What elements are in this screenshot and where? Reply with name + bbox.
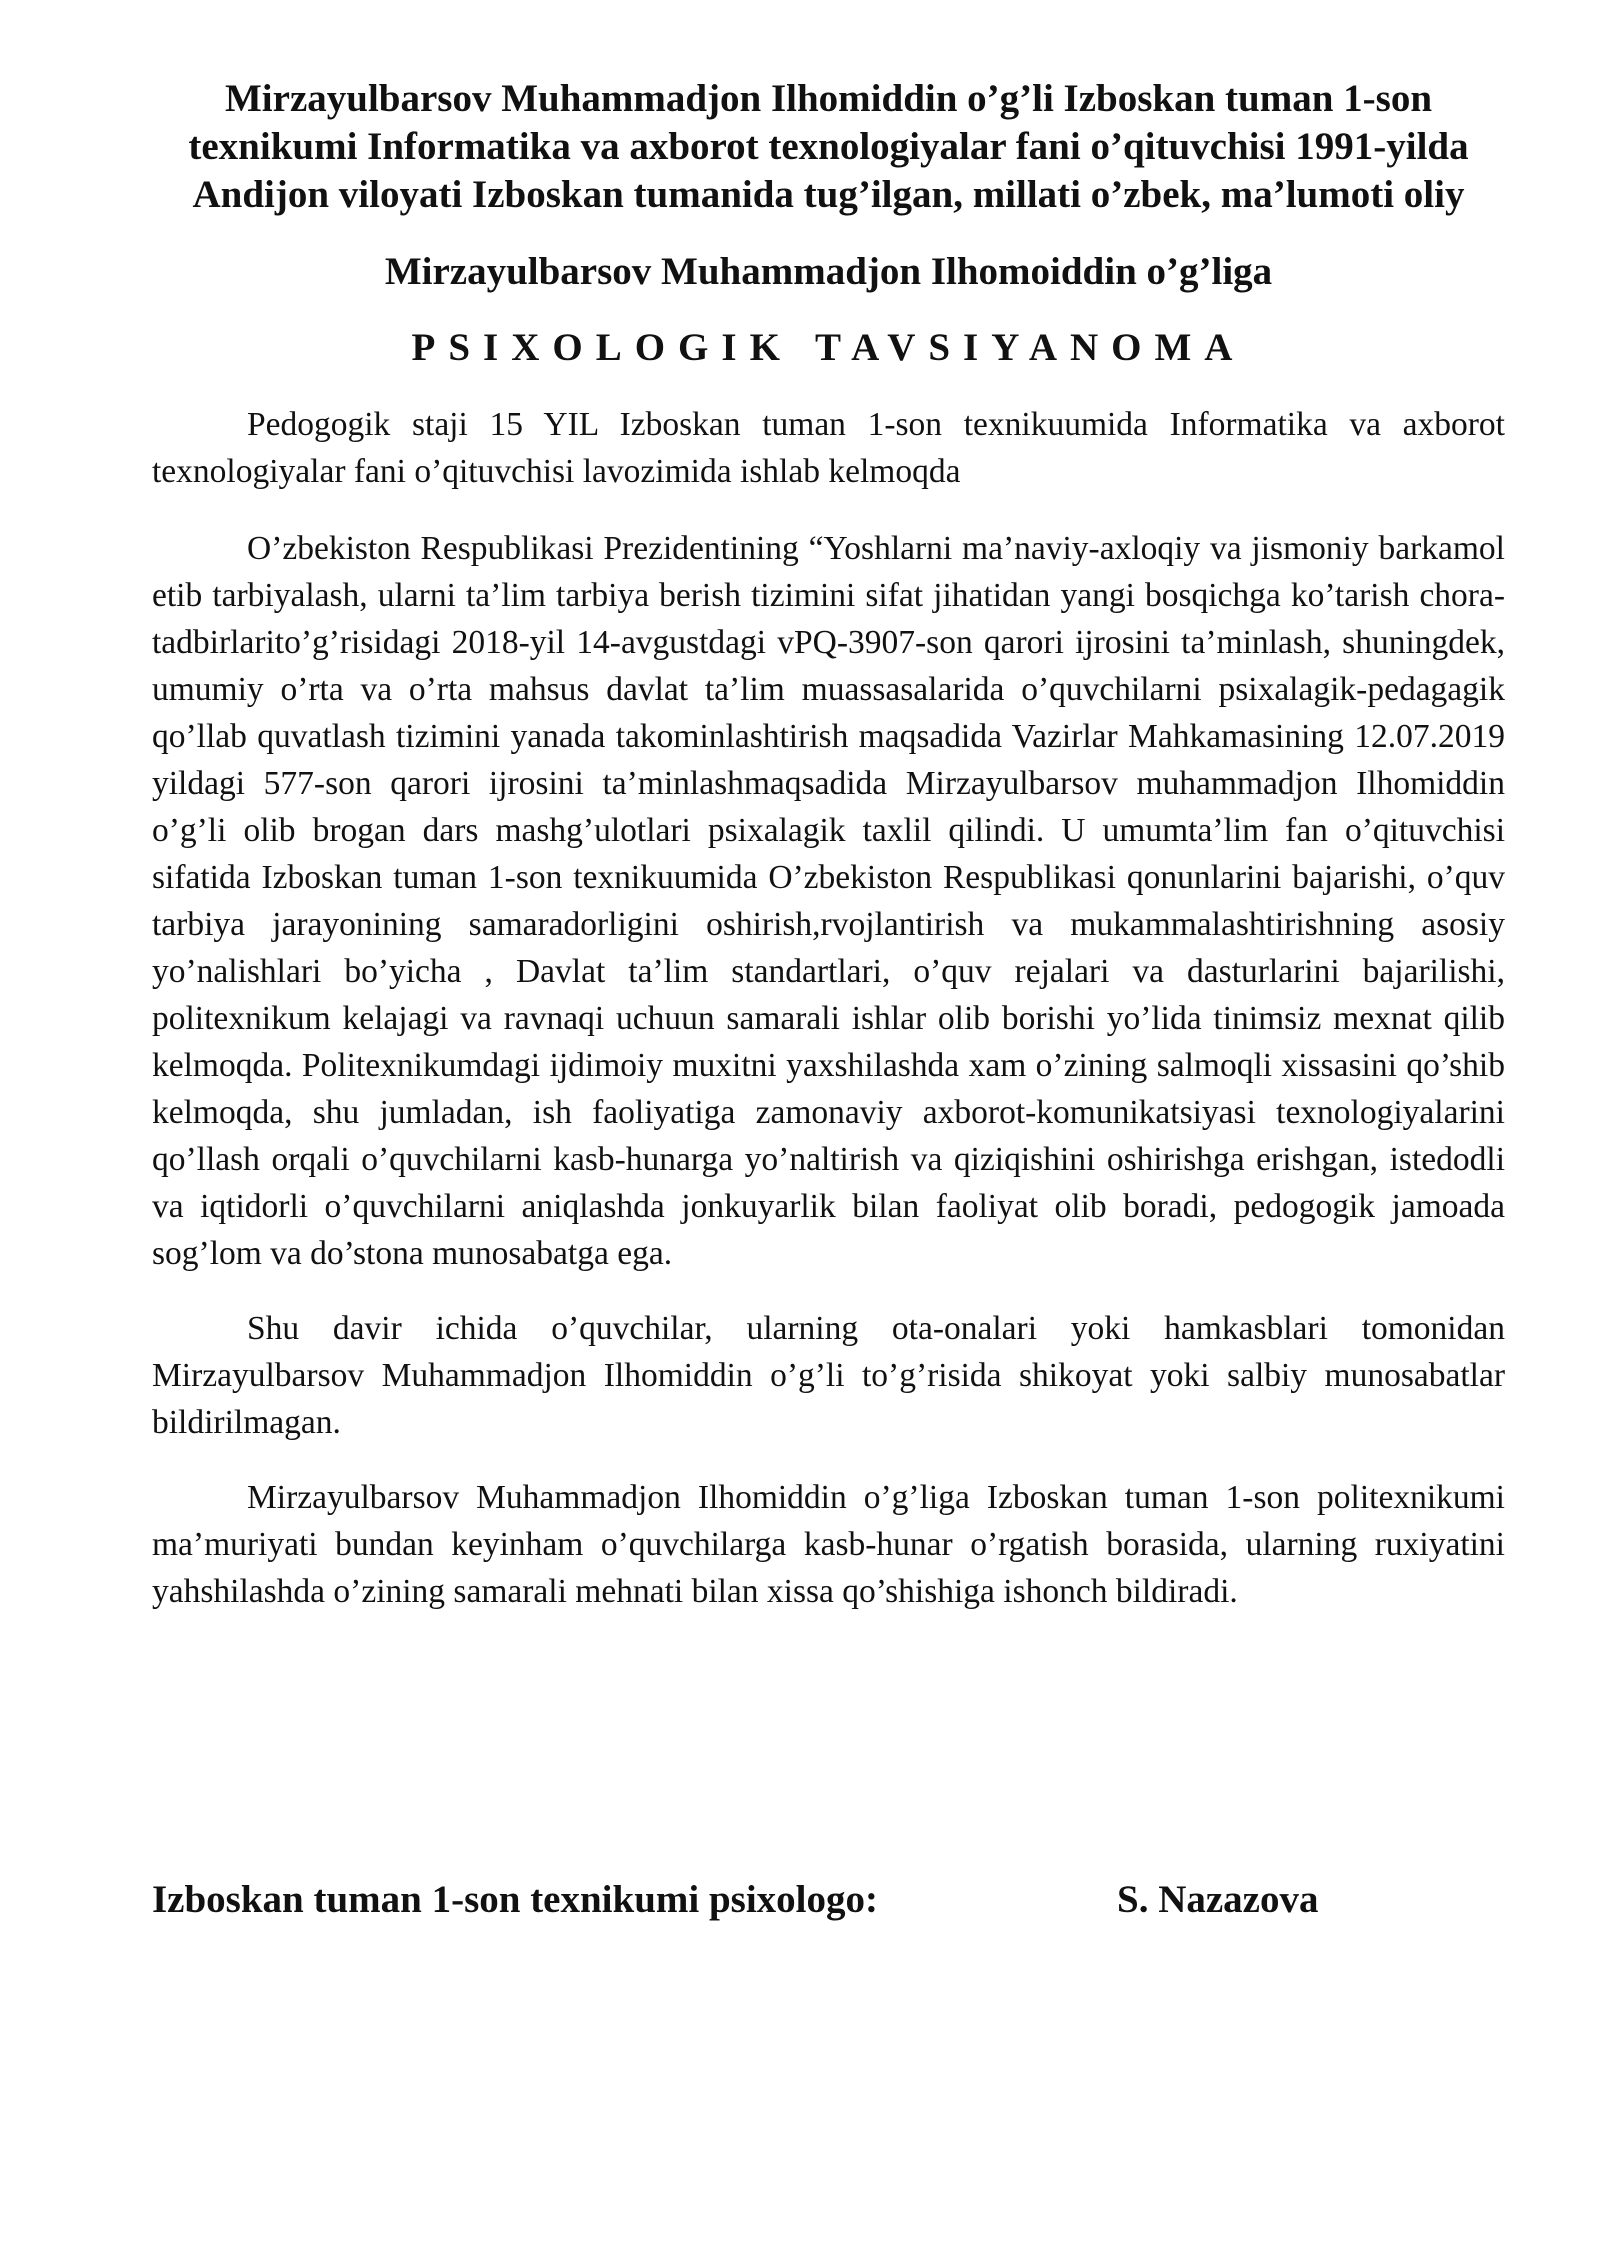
- paragraph-confidence: Mirzayulbarsov Muhammadjon Ilhomiddin o’g’liga Izboskan tuman 1-son politexnikumi ma’muriyati bundan keyinham o’quvchilarga kasb-hunar o’rgatish borasida, ularning ruxiyatini yahshilashda o’zining samarali mehnati bilan xissa qo’shishiga ishonch bildiradi.: [152, 1479, 1505, 1610]
- paragraph-assessment: O’zbekiston Respublikasi Prezidentining “Yoshlarni ma’naviy-axloqiy va jismoniy barkamol etib tarbiyalash, ularni ta’lim tarbiya berish tizimini sifat jihatidan yangi bosqichga ko’tarish chora-tadbirlarito’g’risidagi 2018-yil 14-avgustdagi vPQ-3907-son qarori ijrosini ta’minlash, shuningdek, umumiy o’rta va o’rta mahsus davlat ta’lim muassasalarida o’quvchilarni psixalagik-pedagagik qo’llab quvatlash tizimini yanada takominlashtirish maqsadida Vazirlar Mahkamasining 12.07.2019 yildagi 577-son qarori ijrosini ta’minlashmaqsadida Mirzayulbarsov muhammadjon Ilhomiddin o’g’li olib brogan dars mashg’ulotlari psixalagik taxlil qilindi. U umumta’lim fan o’qituvchisi sifatida Izboskan tuman 1-son texnikuumida O’zbekiston Respublikasi qonunlarini bajarishi, o’quv tarbiya jarayonining samaradorligini oshirish,rvojlantirish va mukammalashtirishning asosiy yo’nalishlari bo’yicha , Davlat ta’lim standartlari, o’quv rejalari va dasturlarini bajarilishi, politexnikum kelajagi va ravnaqi uchuun samarali ishlar olib borishi yo’lida tinimsiz mexnat qilib kelmoqda. Politexnikumdagi ijdimoiy muxitni yaxshilashda xam o’zining salmoqli xissasini qo’shib kelmoqda, shu jumladan, ish faoliyatiga zamonaviy axborot-komunikatsiyasi texnologiyalarini qo’llash orqali o’quvchilarni kasb-hunarga yo’naltirish va qiziqishini oshirishga erishgan, istedodli va iqtidorli o’quvchilarni aniqlashda jonkuyarlik bilan faoliyat olib boradi, pedogogik jamoada sog’lom va do’stona munosabatga ega.: [152, 530, 1505, 1272]
- document-title: PSIXOLOGIK TAVSIYANOMA: [411, 326, 1246, 369]
- paragraph-experience: Pedogogik staji 15 YIL Izboskan tuman 1-son texnikuumida Informatika va axborot texnologiyalar fani o’qituvchisi lavozimida ishlab kelmoqda: [152, 406, 1505, 490]
- paragraph-no-complaints: Shu davir ichida o’quvchilar, ularning ota-onalari yoki hamkasblari tomonidan Mirzayulbarsov Muhammadjon Ilhomiddin o’g’li to’g’risida shikoyat yoki salbiy munosabatlar bildirilmagan.: [152, 1310, 1505, 1441]
- document-header: Mirzayulbarsov Muhammadjon Ilhomiddin o’g’li Izboskan tuman 1-son texnikumi Informatika va axborot texnologiyalar fani o’qituvchisi 1991-yilda Andijon viloyati Izboskan tumanida tug’ilgan, millati o’zbek, ma’lumoti oliy: [188, 77, 1469, 216]
- signature-name: S. Nazazova: [1117, 1878, 1319, 1921]
- signature-role: Izboskan tuman 1-son texnikumi psixologo:: [152, 1878, 878, 1921]
- subject-name: Mirzayulbarsov Muhammadjon Ilhomoiddin o’g’liga: [384, 250, 1273, 293]
